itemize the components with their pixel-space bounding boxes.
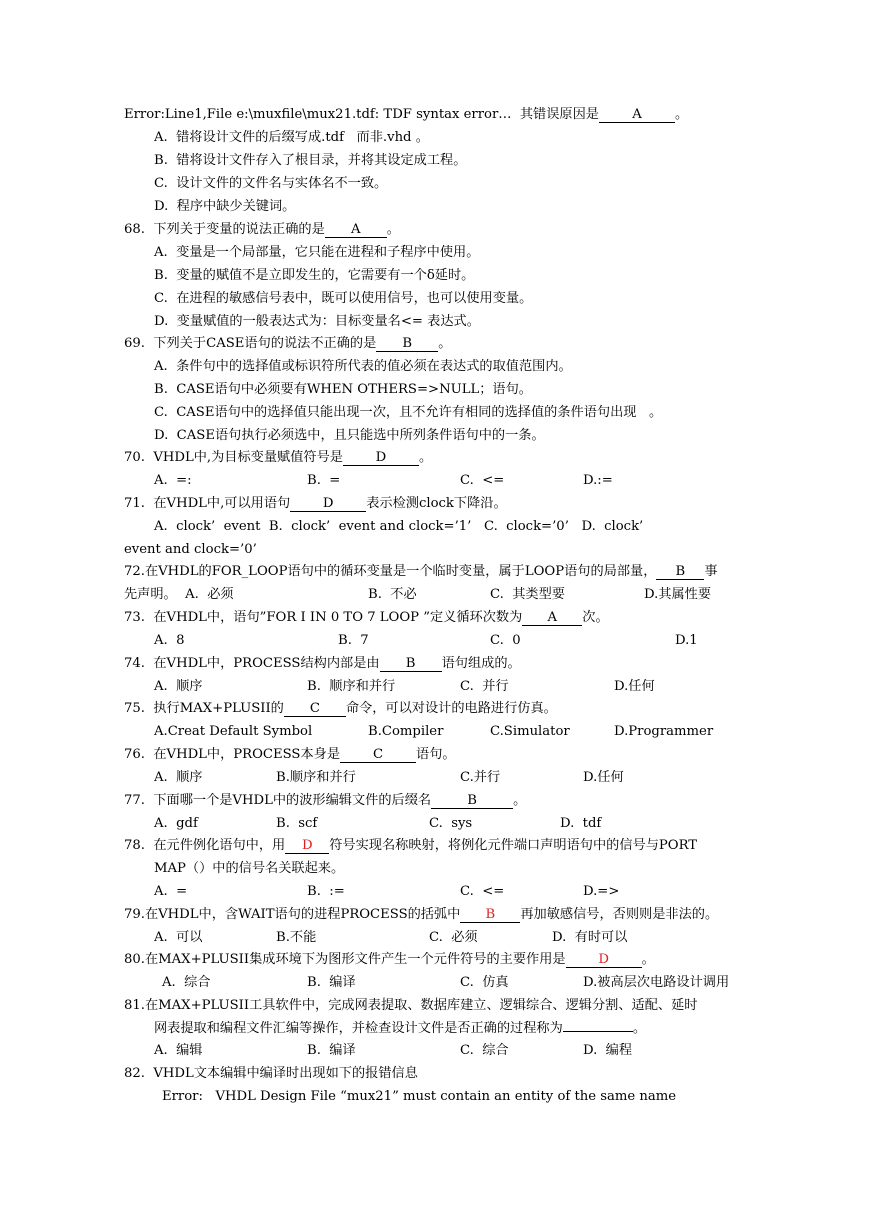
question-78-stem: 78. 在元件例化语句中，用 D 符号实现名称映射，将例化元件端口声明语句中的信号与PORT (124, 838, 698, 853)
question-81-option-d: D. 编程 (583, 1043, 633, 1058)
question-81-option-b: B. 编译 (307, 1043, 356, 1058)
question-74-option-c: C. 并行 (460, 679, 509, 694)
answer-blank (563, 1031, 633, 1032)
question-67-option-b: B. 错将设计文件存入了根目录，并将其设定成工程。 (154, 153, 467, 168)
question-75-stem: 75. 执行MAX+PLUSII的 C 命令，可以对设计的电路进行仿真。 (124, 701, 557, 716)
question-80-option-d: D.被高层次电路设计调用 (583, 975, 730, 990)
answer-blank: C (340, 747, 416, 763)
question-80-option-b: B. 编译 (307, 975, 356, 990)
question-70-option-d: D.:= (583, 473, 613, 488)
question-77-option-a: A. gdf (154, 816, 198, 831)
answer-blank: A (599, 107, 675, 123)
question-75-option-d: D.Programmer (614, 724, 714, 739)
question-77-stem: 77. 下面哪一个是VHDL中的波形编辑文件的后缀名 B 。 (124, 793, 527, 808)
question-77-option-c: C. sys (429, 816, 473, 831)
question-76-option-d: D.任何 (583, 770, 624, 785)
question-77-option-d: D. tdf (560, 816, 602, 831)
question-80-option-c: C. 仿真 (460, 975, 509, 990)
question-76-option-b: B.顺序和并行 (276, 770, 356, 785)
answer-blank: D (343, 450, 419, 466)
question-68-option-c: C. 在进程的敏感信号表中，既可以使用信号，也可以使用变量。 (154, 291, 533, 306)
question-81-option-c: C. 综合 (460, 1043, 509, 1058)
answer-blank: B (460, 907, 520, 923)
question-72-option-b: B. 不必 (368, 587, 417, 602)
question-81-stem-cont: 网表提取和编程文件汇编等操作，并检查设计文件是否正确的过程称为 。 (154, 1021, 646, 1036)
question-70-stem: 70. VHDL中,为目标变量赋值符号是 D 。 (124, 450, 433, 465)
question-70-option-a: A. =: (154, 473, 192, 488)
question-76-option-a: A. 顺序 (154, 770, 203, 785)
question-69-option-c: C. CASE语句中的选择值只能出现一次，且不允许有相同的选择值的条件语句出现 。 (154, 405, 663, 420)
question-74-stem: 74. 在VHDL中，PROCESS结构内部是由 B 语句组成的。 (124, 656, 521, 671)
question-78-option-a: A. = (154, 884, 188, 899)
question-70-option-b: B. = (307, 473, 341, 488)
answer-blank: A (522, 610, 582, 626)
question-80-stem: 80.在MAX+PLUSII集成环境下为图形文件产生一个元件符号的主要作用是 D 。 (124, 952, 655, 967)
question-67-option-c: C. 设计文件的文件名与实体名不一致。 (154, 176, 388, 191)
question-76-stem: 76. 在VHDL中，PROCESS本身是 C 语句。 (124, 747, 456, 762)
question-69-option-a: A. 条件句中的选择值或标识符所代表的值必须在表达式的取值范围内。 (154, 359, 572, 374)
question-74-option-a: A. 顺序 (154, 679, 203, 694)
question-73-stem: 73. 在VHDL中，语句”FOR I IN 0 TO 7 LOOP ”定义循环次数为 A 次。 (124, 610, 609, 625)
question-68-option-b: B. 变量的赋值不是立即发生的，它需要有一个δ延时。 (154, 268, 475, 283)
answer-blank: B (431, 793, 513, 809)
question-69-option-b: B. CASE语句中必须要有WHEN OTHERS=>NULL；语句。 (154, 382, 532, 397)
question-79-option-a: A. 可以 (154, 930, 203, 945)
question-79-option-d: D. 有时可以 (552, 930, 628, 945)
question-77-option-b: B. scf (276, 816, 318, 831)
answer-blank: C (284, 701, 346, 717)
question-81-option-a: A. 编辑 (154, 1043, 203, 1058)
question-73-option-b: B. 7 (338, 633, 369, 648)
question-73-option-a: A. 8 (154, 633, 185, 648)
answer-blank: D (566, 952, 642, 968)
question-68-option-a: A. 变量是一个局部量，它只能在进程和子程序中使用。 (154, 245, 480, 260)
question-78-stem-cont: MAP（）中的信号名关联起来。 (154, 861, 345, 876)
answer-blank: B (380, 656, 442, 672)
question-74-option-d: D.任何 (614, 679, 655, 694)
question-72-option-c: C. 其类型要 (490, 587, 565, 602)
question-78-option-b: B. := (307, 884, 345, 899)
question-78-option-d: D.=> (583, 884, 620, 899)
answer-blank: B (376, 336, 438, 352)
question-70-option-c: C. <= (460, 473, 505, 488)
question-76-option-c: C.并行 (460, 770, 501, 785)
answer-blank: D (290, 496, 366, 512)
question-73-option-d: D.1 (675, 633, 698, 648)
answer-blank: A (325, 222, 387, 238)
question-79-option-c: C. 必须 (429, 930, 478, 945)
question-72-stem: 72.在VHDL的FOR_LOOP语句中的循环变量是一个临时变量，属于LOOP语句的局部量， B 事 (124, 564, 718, 579)
question-81-stem: 81.在MAX+PLUSII工具软件中，完成网表提取、数据库建立、逻辑综合、逻辑分割、适配、延时 (124, 998, 698, 1013)
question-79-option-b: B.不能 (276, 930, 317, 945)
question-69-option-d: D. CASE语句执行必须选中，且只能选中所列条件语句中的一条。 (154, 428, 545, 443)
question-71-options-cont: event and clock=’0’ (124, 542, 257, 557)
question-80-option-a: A. 综合 (162, 975, 211, 990)
question-82-error-message: Error: VHDL Design File “mux21” must contain an entity of the same name (162, 1089, 677, 1104)
question-69-stem: 69. 下列关于CASE语句的说法不正确的是 B 。 (124, 336, 452, 351)
question-68-stem: 68. 下列关于变量的说法正确的是 A 。 (124, 222, 400, 237)
question-68-option-d: D. 变量赋值的一般表达式为：目标变量名<= 表达式。 (154, 314, 480, 329)
question-78-option-c: C. <= (460, 884, 505, 899)
question-67-option-d: D. 程序中缺少关键词。 (154, 199, 296, 214)
question-67-option-a: A. 错将设计文件的后缀写成.tdf 而非.vhd 。 (154, 130, 429, 145)
question-75-option-c: C.Simulator (490, 724, 570, 739)
question-74-option-b: B. 顺序和并行 (307, 679, 396, 694)
question-72-option-a: 先声明。 A. 必须 (124, 587, 234, 602)
question-71-stem: 71. 在VHDL中,可以用语句 D 表示检测clock下降沿。 (124, 496, 507, 511)
question-71-options: A. clock’ event B. clock’ event and clock=’1’ C. clock=’0’ D. clock’ (154, 519, 644, 534)
question-75-option-a: A.Creat Default Symbol (154, 724, 313, 739)
question-72-option-d: D.其属性要 (644, 587, 712, 602)
answer-blank: B (656, 564, 704, 580)
question-73-option-c: C. 0 (490, 633, 521, 648)
question-79-stem: 79.在VHDL中，含WAIT语句的进程PROCESS的括弧中 B 再加敏感信号，否则则是非法的。 (124, 907, 719, 922)
question-82-stem: 82. VHDL文本编辑中编译时出现如下的报错信息 (124, 1066, 418, 1081)
question-75-option-b: B.Compiler (368, 724, 444, 739)
question-67-stem: Error:Line1,File e:\muxfile\mux21.tdf: TDF syntax error… 其错误原因是 A 。 (124, 107, 689, 122)
answer-blank: D (285, 838, 329, 854)
